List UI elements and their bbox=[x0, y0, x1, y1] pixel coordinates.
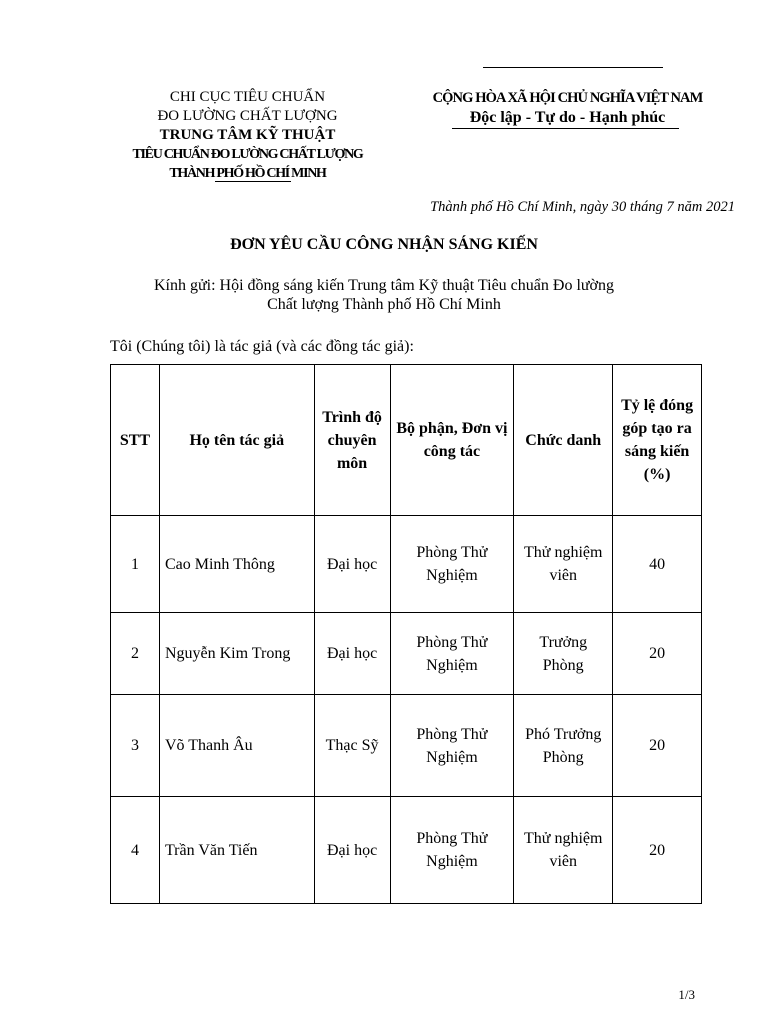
cell-stt: 2 bbox=[111, 613, 160, 695]
table-row bbox=[111, 695, 702, 797]
cell-unit: Phòng Thử Nghiệm bbox=[390, 695, 514, 797]
org-line-1: CHI CỤC TIÊU CHUẨN bbox=[169, 89, 326, 105]
cell-ratio: 40 bbox=[613, 516, 702, 613]
table-row bbox=[111, 613, 702, 695]
header-degree: Trình độ chuyên môn bbox=[314, 365, 390, 516]
cell-title: Thử nghiệm viên bbox=[514, 516, 613, 613]
cell-stt: 3 bbox=[111, 695, 160, 797]
cell-degree: Đại học bbox=[314, 613, 390, 695]
cell-unit: Phòng Thử Nghiệm bbox=[390, 797, 514, 904]
cell-ratio: 20 bbox=[613, 695, 702, 797]
org-underline bbox=[215, 181, 291, 182]
cell-degree: Đại học bbox=[314, 797, 390, 904]
org-line-2: ĐO LƯỜNG CHẤT LƯỢNG bbox=[157, 108, 338, 124]
table-header-row bbox=[111, 365, 702, 516]
cell-name: Cao Minh Thông bbox=[159, 516, 314, 613]
cell-ratio: 20 bbox=[613, 613, 702, 695]
cell-ratio: 20 bbox=[613, 797, 702, 904]
national-name: CỘNG HÒA XÃ HỘI CHỦ NGHĨA VIỆT NAM bbox=[432, 90, 703, 106]
cell-name: Võ Thanh Âu bbox=[159, 695, 314, 797]
national-motto: Độc lập - Tự do - Hạnh phúc bbox=[469, 109, 666, 126]
national-header bbox=[400, 88, 735, 128]
org-line-4: TIÊU CHUẨN ĐO LƯỜNG CHẤT LƯỢNG bbox=[132, 147, 363, 162]
cell-unit: Phòng Thử Nghiệm bbox=[390, 516, 514, 613]
recipient-line-2: Chất lượng Thành phố Hồ Chí Minh bbox=[267, 296, 501, 313]
intro-text: Tôi (Chúng tôi) là tác giả (và các đồng tác giả): bbox=[110, 338, 414, 355]
header-ratio: Tỷ lệ đóng góp tạo ra sáng kiến (%) bbox=[613, 365, 702, 516]
org-line-5: THÀNH PHỐ HỒ CHÍ MINH bbox=[169, 166, 326, 181]
organization-header bbox=[100, 88, 395, 183]
recipient-line-1: Kính gửi: Hội đồng sáng kiến Trung tâm Kỹ thuật Tiêu chuẩn Đo lường bbox=[153, 277, 615, 294]
table-row bbox=[111, 516, 702, 613]
cell-unit: Phòng Thử Nghiệm bbox=[390, 613, 514, 695]
header-unit: Bộ phận, Đơn vị công tác bbox=[390, 365, 514, 516]
cell-stt: 1 bbox=[111, 516, 160, 613]
cell-name: Nguyễn Kim Trong bbox=[159, 613, 314, 695]
recipient bbox=[100, 276, 668, 314]
cell-name: Trần Văn Tiến bbox=[159, 797, 314, 904]
motto-underline bbox=[452, 128, 679, 129]
table-row bbox=[111, 797, 702, 904]
cell-degree: Thạc Sỹ bbox=[314, 695, 390, 797]
header-title: Chức danh bbox=[514, 365, 613, 516]
cell-title: Thử nghiệm viên bbox=[514, 797, 613, 904]
authors-table bbox=[110, 364, 702, 904]
page-number: 1/3 bbox=[678, 987, 695, 1002]
cell-title: Trưởng Phòng bbox=[514, 613, 613, 695]
document-title: ĐƠN YÊU CẦU CÔNG NHẬN SÁNG KIẾN bbox=[230, 236, 538, 253]
top-rule bbox=[483, 67, 663, 68]
date-line: Thành phố Hồ Chí Minh, ngày 30 tháng 7 năm 2021 bbox=[430, 199, 735, 215]
header-name: Họ tên tác giả bbox=[159, 365, 314, 516]
org-line-3: TRUNG TÂM KỸ THUẬT bbox=[159, 127, 336, 143]
header-stt: STT bbox=[111, 365, 160, 516]
cell-title: Phó Trưởng Phòng bbox=[514, 695, 613, 797]
cell-degree: Đại học bbox=[314, 516, 390, 613]
cell-stt: 4 bbox=[111, 797, 160, 904]
